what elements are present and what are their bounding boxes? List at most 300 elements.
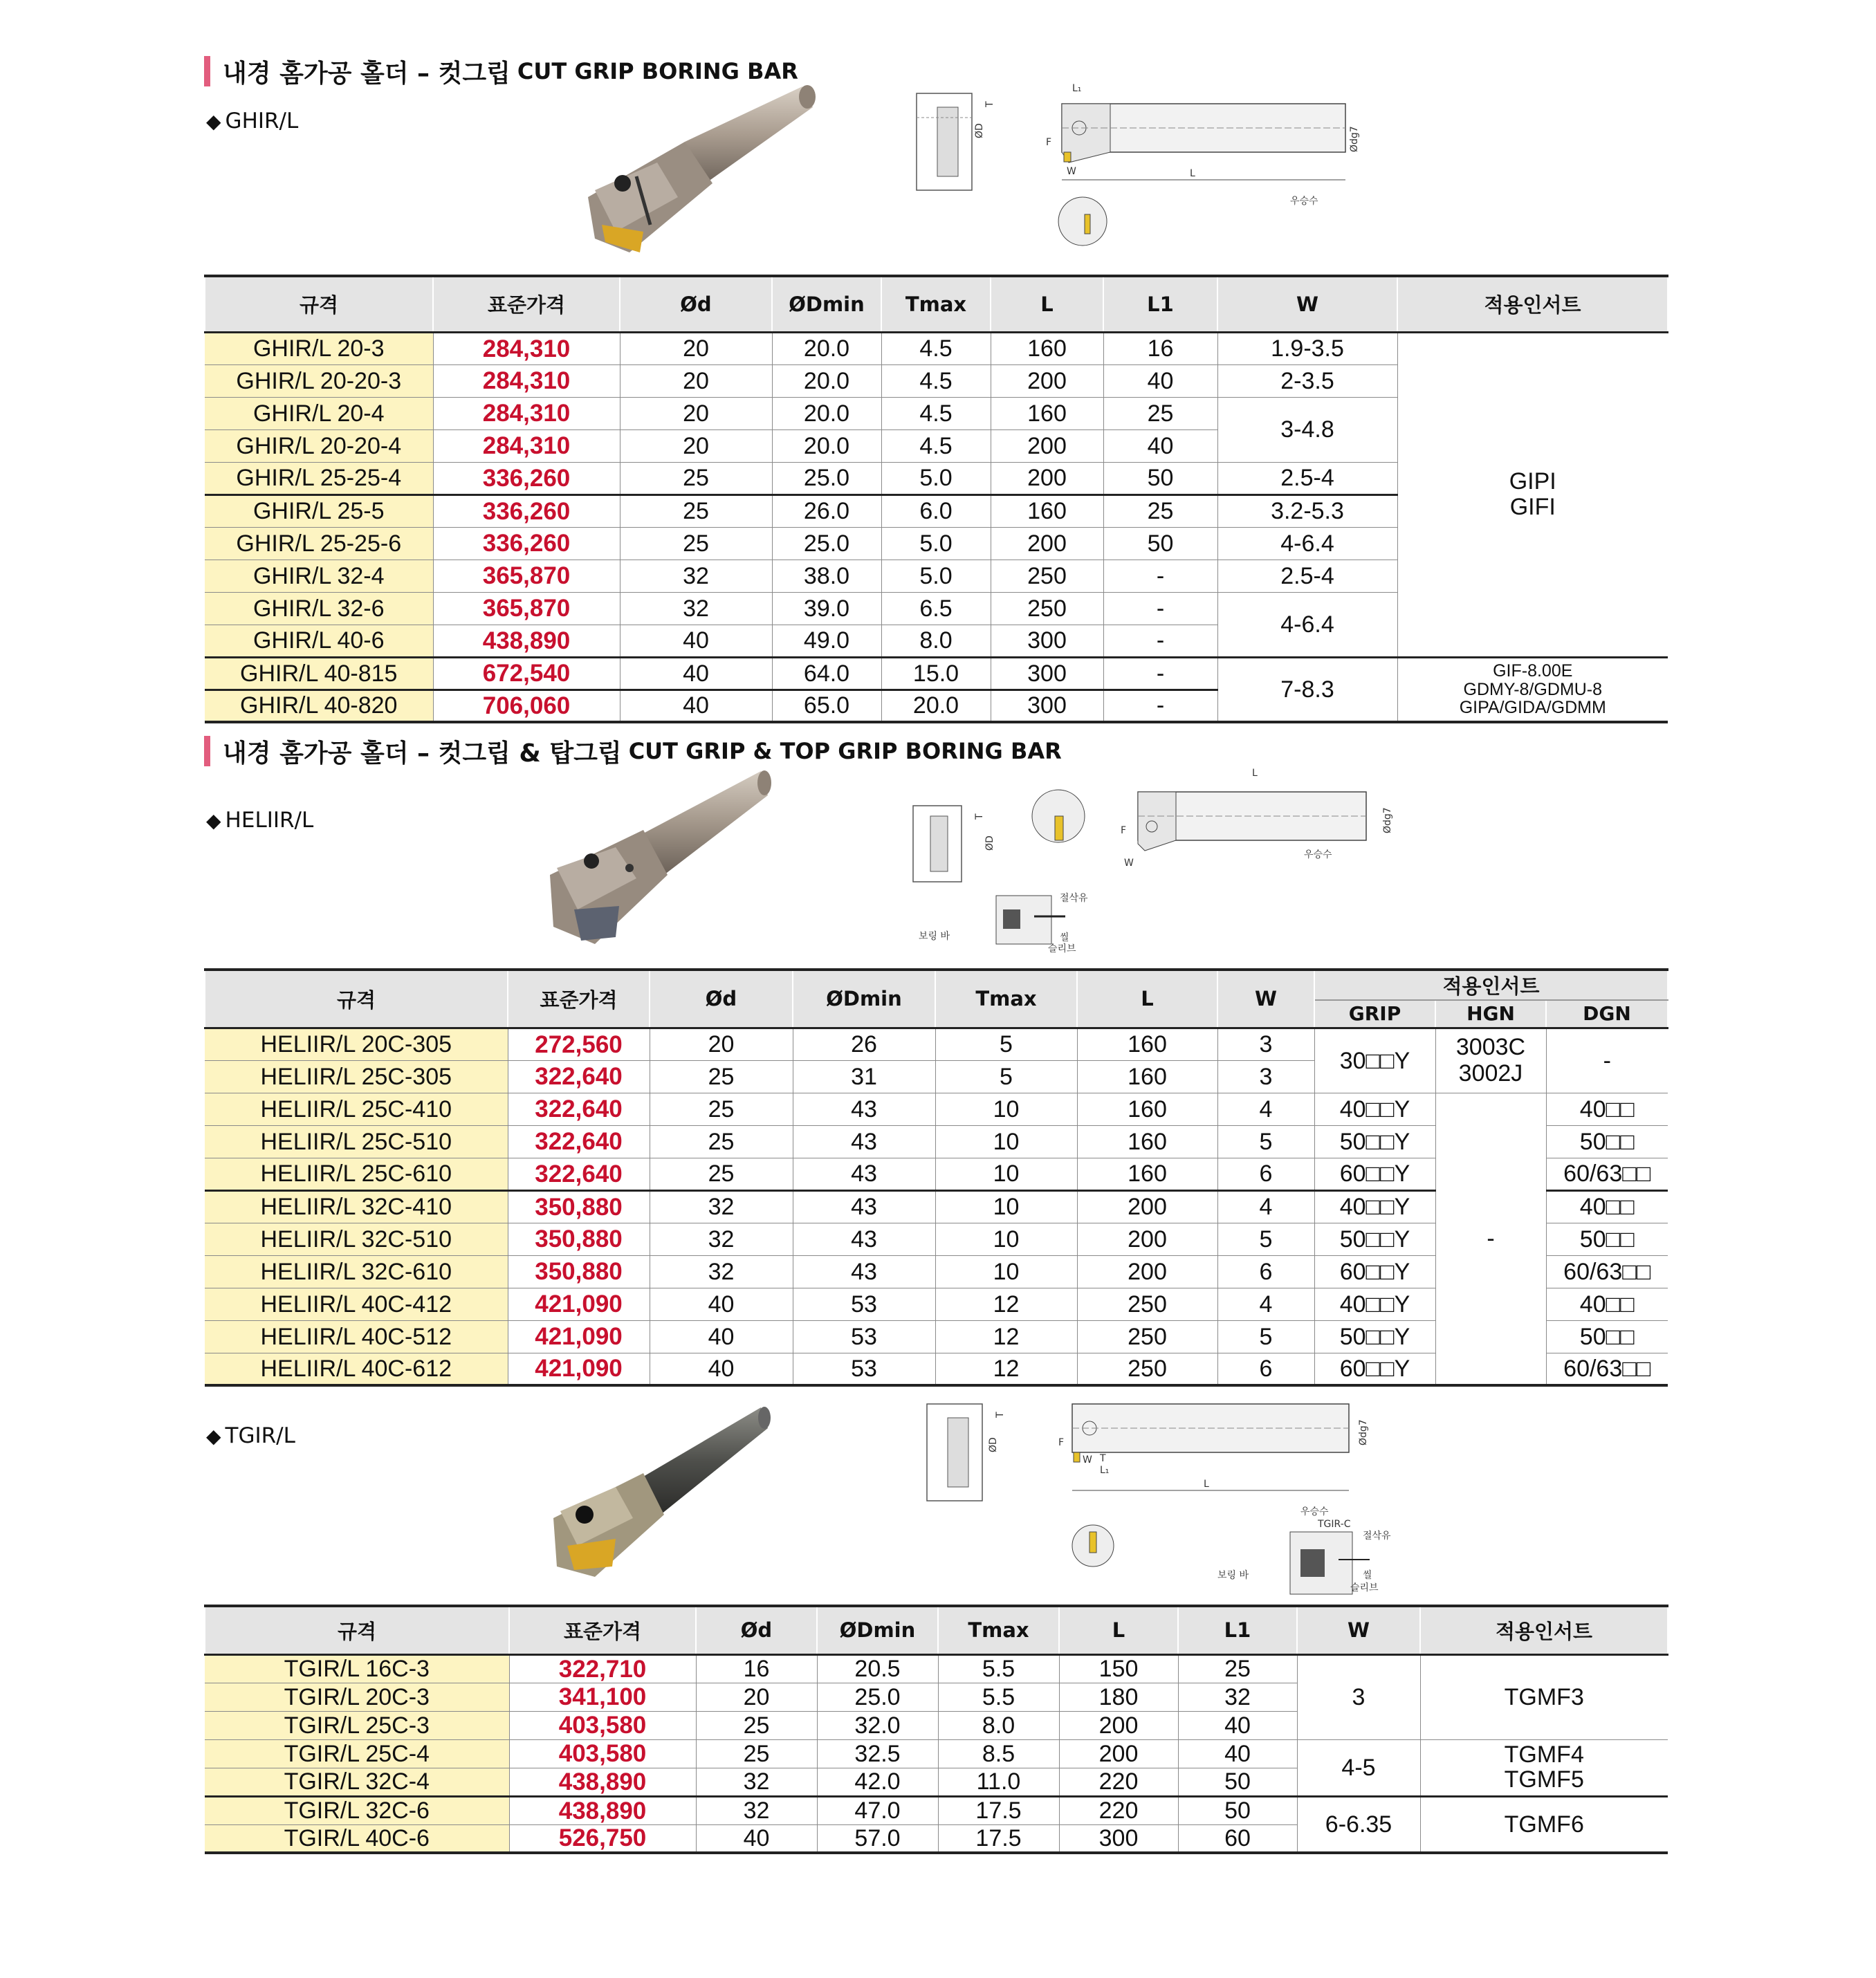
dim-t-label: T xyxy=(984,101,995,107)
spec-code: HELIIR/L 25C-610 xyxy=(205,1158,508,1190)
header-hgn: HGN xyxy=(1435,1000,1546,1028)
cell-l1: - xyxy=(1103,690,1217,722)
cell-dmin: 25.0 xyxy=(772,462,881,494)
cell-l1: 60 xyxy=(1178,1824,1297,1853)
coolant-label: 절삭유 xyxy=(1363,1531,1391,1542)
price: 284,310 xyxy=(433,332,620,364)
cell-d: 20 xyxy=(620,364,772,397)
cell-w: 1.9-3.5 xyxy=(1217,332,1397,364)
price: 284,310 xyxy=(433,364,620,397)
dim-t-label: T xyxy=(1100,1453,1106,1464)
price: 421,090 xyxy=(508,1353,650,1385)
cell-dgn: 60/63□□ xyxy=(1546,1255,1668,1288)
price: 421,090 xyxy=(508,1320,650,1353)
header-insert: 적용인서트 xyxy=(1397,276,1668,332)
cell-tmax: 5.0 xyxy=(881,527,991,560)
spec-code: HELIIR/L 32C-510 xyxy=(205,1223,508,1255)
cell-insert-group-a xyxy=(1397,332,1668,657)
sleeve-label: 슬리브 xyxy=(1048,943,1076,954)
cell-w: 6 xyxy=(1217,1158,1314,1190)
heliir-dimension-drawing xyxy=(899,761,1397,961)
header-insert: 적용인서트 xyxy=(1314,970,1668,1000)
diamond-bullet-icon: ◆ xyxy=(206,809,221,832)
spec-code: HELIIR/L 40C-612 xyxy=(205,1353,508,1385)
cell-dgn: 40□□ xyxy=(1546,1093,1668,1125)
insert-name: GIFI xyxy=(1509,494,1556,520)
cell-l: 220 xyxy=(1059,1768,1178,1796)
cell-d: 25 xyxy=(650,1060,793,1093)
ghir-spec-table xyxy=(204,275,1668,723)
cell-d: 32 xyxy=(650,1255,793,1288)
cell-tmax: 10 xyxy=(935,1190,1077,1223)
header-l: L xyxy=(991,276,1103,332)
cell-l: 160 xyxy=(1077,1158,1217,1190)
table-row xyxy=(205,1654,1668,1683)
spec-code: GHIR/L 25-25-4 xyxy=(205,462,433,494)
spec-code: TGIR/L 32C-4 xyxy=(205,1768,509,1796)
ghir-product-photo xyxy=(574,80,830,270)
cell-w: 4 xyxy=(1217,1093,1314,1125)
cell-d: 32 xyxy=(650,1223,793,1255)
header-tmax: Tmax xyxy=(935,970,1077,1028)
cell-grip: 40□□Y xyxy=(1314,1190,1435,1223)
spec-code: HELIIR/L 20C-305 xyxy=(205,1028,508,1060)
table-row xyxy=(205,1093,1668,1125)
spec-code: GHIR/L 32-6 xyxy=(205,592,433,625)
cell-d: 32 xyxy=(650,1190,793,1223)
cell-dmin: 32.5 xyxy=(817,1739,938,1768)
cell-w: 5 xyxy=(1217,1125,1314,1158)
tgir-product-photo xyxy=(546,1401,775,1591)
price: 284,310 xyxy=(433,397,620,429)
header-price: 표준가격 xyxy=(433,276,620,332)
cell-tmax: 4.5 xyxy=(881,429,991,462)
header-w: W xyxy=(1217,276,1397,332)
title-accent-bar xyxy=(204,56,210,86)
price: 336,260 xyxy=(433,527,620,560)
spec-code: HELIIR/L 25C-305 xyxy=(205,1060,508,1093)
cell-dgn: - xyxy=(1546,1028,1668,1093)
cell-dmin: 43 xyxy=(793,1125,935,1158)
header-dmin: ØDmin xyxy=(772,276,881,332)
price: 350,880 xyxy=(508,1255,650,1288)
price: 438,890 xyxy=(509,1796,696,1824)
cell-d: 32 xyxy=(696,1796,817,1824)
dim-dg7-label: Ødg7 xyxy=(1358,1419,1369,1445)
cell-l: 300 xyxy=(991,690,1103,722)
spec-code: TGIR/L 16C-3 xyxy=(205,1654,509,1683)
cell-d: 40 xyxy=(650,1288,793,1320)
spec-code: GHIR/L 20-4 xyxy=(205,397,433,429)
cell-d: 32 xyxy=(696,1768,817,1796)
cell-dmin: 49.0 xyxy=(772,625,881,657)
cell-d: 25 xyxy=(650,1093,793,1125)
insert-name: GDMY-8/GDMU-8 xyxy=(1463,679,1602,699)
cell-dmin: 64.0 xyxy=(772,657,881,690)
cell-l: 200 xyxy=(991,429,1103,462)
table-row xyxy=(205,1739,1668,1768)
spec-code: GHIR/L 20-20-3 xyxy=(205,364,433,397)
header-l: L xyxy=(1059,1606,1178,1654)
spec-code: TGIR/L 25C-3 xyxy=(205,1711,509,1739)
price: 403,580 xyxy=(509,1739,696,1768)
cell-l1: - xyxy=(1103,625,1217,657)
title-accent-bar xyxy=(204,736,210,766)
cell-l1: 50 xyxy=(1178,1768,1297,1796)
cell-d: 20 xyxy=(650,1028,793,1060)
cell-d: 40 xyxy=(620,690,772,722)
header-price: 표준가격 xyxy=(509,1606,696,1654)
cell-l: 250 xyxy=(1077,1320,1217,1353)
heliir-spec-table xyxy=(204,968,1668,1387)
dim-l1-label: L₁ xyxy=(1100,1465,1110,1476)
spec-code: HELIIR/L 25C-510 xyxy=(205,1125,508,1158)
cell-tmax: 6.0 xyxy=(881,494,991,527)
spec-code: HELIIR/L 32C-610 xyxy=(205,1255,508,1288)
cell-l1: 50 xyxy=(1103,462,1217,494)
cell-l: 160 xyxy=(1077,1060,1217,1093)
cell-dmin: 25.0 xyxy=(772,527,881,560)
price: 272,560 xyxy=(508,1028,650,1060)
cell-dgn: 50□□ xyxy=(1546,1125,1668,1158)
cell-d: 40 xyxy=(620,657,772,690)
dim-d-label: ØD xyxy=(974,123,985,138)
tgir-c-label: TGIR-C xyxy=(1318,1519,1351,1530)
cell-hgn: - xyxy=(1435,1093,1546,1385)
cell-tmax: 5.0 xyxy=(881,462,991,494)
spec-code: TGIR/L 25C-4 xyxy=(205,1739,509,1768)
cell-tmax: 12 xyxy=(935,1288,1077,1320)
header-insert: 적용인서트 xyxy=(1420,1606,1668,1654)
cell-dmin: 39.0 xyxy=(772,592,881,625)
table-row xyxy=(205,1796,1668,1824)
hgn-value: 3003C xyxy=(1455,1034,1526,1061)
price: 365,870 xyxy=(433,560,620,592)
cell-tmax: 5 xyxy=(935,1060,1077,1093)
cell-d: 16 xyxy=(696,1654,817,1683)
cell-l: 200 xyxy=(1077,1255,1217,1288)
cell-l1: 40 xyxy=(1178,1711,1297,1739)
dim-l1-label: L₁ xyxy=(1072,83,1082,94)
cell-insert: TGMF3 xyxy=(1420,1654,1668,1739)
cell-grip: 60□□Y xyxy=(1314,1255,1435,1288)
cell-insert: TGMF6 xyxy=(1420,1796,1668,1853)
cell-tmax: 15.0 xyxy=(881,657,991,690)
cell-tmax: 4.5 xyxy=(881,364,991,397)
header-tmax: Tmax xyxy=(881,276,991,332)
cell-dmin: 26 xyxy=(793,1028,935,1060)
cell-l: 300 xyxy=(1059,1824,1178,1853)
price: 350,880 xyxy=(508,1190,650,1223)
insert-name: GIPA/GIDA/GDMM xyxy=(1459,697,1606,717)
price: 672,540 xyxy=(433,657,620,690)
cell-l1: 50 xyxy=(1178,1796,1297,1824)
cell-dmin: 65.0 xyxy=(772,690,881,722)
diamond-bullet-icon: ◆ xyxy=(206,110,221,133)
price: 403,580 xyxy=(509,1711,696,1739)
cell-tmax: 5.5 xyxy=(938,1654,1059,1683)
cell-grip: 60□□Y xyxy=(1314,1353,1435,1385)
cell-tmax: 8.0 xyxy=(938,1711,1059,1739)
cell-dmin: 42.0 xyxy=(817,1768,938,1796)
header-spec: 규격 xyxy=(205,276,433,332)
seal-label: 씰 xyxy=(1060,932,1069,943)
cell-d: 25 xyxy=(620,494,772,527)
heliir-product-photo xyxy=(540,764,775,961)
dim-d-label: ØD xyxy=(984,835,995,851)
spec-code: TGIR/L 40C-6 xyxy=(205,1824,509,1853)
cell-d: 32 xyxy=(620,560,772,592)
cell-dmin: 31 xyxy=(793,1060,935,1093)
cell-dgn: 40□□ xyxy=(1546,1288,1668,1320)
cell-l1: 32 xyxy=(1178,1683,1297,1711)
header-d: Ød xyxy=(696,1606,817,1654)
cell-dmin: 32.0 xyxy=(817,1711,938,1739)
model-name: HELIIR/L xyxy=(225,808,314,833)
header-w: W xyxy=(1217,970,1314,1028)
price: 706,060 xyxy=(433,690,620,722)
cell-tmax: 10 xyxy=(935,1158,1077,1190)
cell-l: 200 xyxy=(1059,1711,1178,1739)
dim-dg7-label: Ødg7 xyxy=(1382,807,1393,833)
price: 322,710 xyxy=(509,1654,696,1683)
cell-l1: - xyxy=(1103,560,1217,592)
cell-l: 200 xyxy=(1077,1190,1217,1223)
cell-w: 6 xyxy=(1217,1353,1314,1385)
price: 438,890 xyxy=(433,625,620,657)
cell-l: 250 xyxy=(1077,1288,1217,1320)
cell-tmax: 8.0 xyxy=(881,625,991,657)
table-row xyxy=(205,332,1668,364)
cell-l: 160 xyxy=(1077,1093,1217,1125)
cell-l1: 25 xyxy=(1103,494,1217,527)
spec-code: GHIR/L 20-20-4 xyxy=(205,429,433,462)
cell-d: 25 xyxy=(696,1711,817,1739)
cell-l: 300 xyxy=(991,657,1103,690)
cell-w: 4 xyxy=(1217,1190,1314,1223)
header-price: 표준가격 xyxy=(508,970,650,1028)
cell-tmax: 4.5 xyxy=(881,332,991,364)
dim-w-label: W xyxy=(1083,1454,1092,1466)
cell-dmin: 20.0 xyxy=(772,364,881,397)
dim-l-label: L xyxy=(1204,1479,1209,1490)
header-l: L xyxy=(1077,970,1217,1028)
cell-dmin: 38.0 xyxy=(772,560,881,592)
cell-w: 3 xyxy=(1217,1028,1314,1060)
price: 322,640 xyxy=(508,1158,650,1190)
cell-w: 2.5-4 xyxy=(1217,560,1397,592)
header-dgn: DGN xyxy=(1546,1000,1668,1028)
cell-l: 180 xyxy=(1059,1683,1178,1711)
insert-name: GIF-8.00E xyxy=(1493,661,1573,681)
cell-dmin: 20.0 xyxy=(772,332,881,364)
cell-dmin: 43 xyxy=(793,1093,935,1125)
cell-dmin: 53 xyxy=(793,1288,935,1320)
spec-code: GHIR/L 32-4 xyxy=(205,560,433,592)
dim-f-label: F xyxy=(1046,137,1052,148)
model-name: TGIR/L xyxy=(225,1423,295,1448)
cell-d: 20 xyxy=(620,332,772,364)
model-label-tgir xyxy=(206,1423,295,1448)
table-row xyxy=(205,1028,1668,1060)
cell-w: 6-6.35 xyxy=(1297,1796,1420,1853)
cell-w: 3-4.8 xyxy=(1217,397,1397,462)
dim-l-label: L xyxy=(1190,168,1195,179)
section-title-en: CUT GRIP & TOP GRIP BORING BAR xyxy=(628,738,1062,764)
cell-d: 32 xyxy=(620,592,772,625)
dim-f-label: F xyxy=(1121,825,1127,836)
price: 421,090 xyxy=(508,1288,650,1320)
cell-tmax: 10 xyxy=(935,1223,1077,1255)
spec-code: HELIIR/L 40C-512 xyxy=(205,1320,508,1353)
cell-l: 160 xyxy=(991,397,1103,429)
cell-l: 160 xyxy=(1077,1028,1217,1060)
price: 336,260 xyxy=(433,494,620,527)
price: 284,310 xyxy=(433,429,620,462)
cell-d: 25 xyxy=(650,1158,793,1190)
cell-tmax: 17.5 xyxy=(938,1824,1059,1853)
cell-w: 4 xyxy=(1217,1288,1314,1320)
cell-l: 220 xyxy=(1059,1796,1178,1824)
cell-insert-group-b xyxy=(1397,657,1668,722)
cell-w: 3 xyxy=(1297,1654,1420,1739)
cell-dgn: 60/63□□ xyxy=(1546,1158,1668,1190)
spec-code: HELIIR/L 25C-410 xyxy=(205,1093,508,1125)
cell-dgn: 40□□ xyxy=(1546,1190,1668,1223)
dim-t-label: T xyxy=(995,1412,1006,1418)
header-l1: L1 xyxy=(1178,1606,1297,1654)
spec-code: GHIR/L 40-820 xyxy=(205,690,433,722)
cell-w: 6 xyxy=(1217,1255,1314,1288)
price: 322,640 xyxy=(508,1060,650,1093)
cell-grip: 60□□Y xyxy=(1314,1158,1435,1190)
cell-grip: 50□□Y xyxy=(1314,1125,1435,1158)
dim-l-label: L xyxy=(1252,768,1258,779)
cell-tmax: 4.5 xyxy=(881,397,991,429)
cell-w: 7-8.3 xyxy=(1217,657,1397,722)
cell-l: 250 xyxy=(991,592,1103,625)
cell-tmax: 5 xyxy=(935,1028,1077,1060)
coolant-label: 절삭유 xyxy=(1060,893,1088,904)
cell-l1: 25 xyxy=(1178,1654,1297,1683)
cell-tmax: 20.0 xyxy=(881,690,991,722)
cell-w: 3 xyxy=(1217,1060,1314,1093)
dim-w-label: W xyxy=(1124,858,1134,869)
cell-dmin: 57.0 xyxy=(817,1824,938,1853)
spec-code: GHIR/L 40-815 xyxy=(205,657,433,690)
cell-d: 25 xyxy=(650,1125,793,1158)
cell-w: 2.5-4 xyxy=(1217,462,1397,494)
cell-d: 25 xyxy=(620,527,772,560)
cell-l1: 25 xyxy=(1103,397,1217,429)
model-name: GHIR/L xyxy=(225,109,299,133)
cell-l: 150 xyxy=(1059,1654,1178,1683)
cell-dgn: 50□□ xyxy=(1546,1320,1668,1353)
right-hand-label: 우승수 xyxy=(1304,849,1332,860)
cell-l1: 40 xyxy=(1103,429,1217,462)
cell-tmax: 11.0 xyxy=(938,1768,1059,1796)
cell-w: 5 xyxy=(1217,1320,1314,1353)
price: 322,640 xyxy=(508,1093,650,1125)
cell-dgn: 50□□ xyxy=(1546,1223,1668,1255)
cell-l: 250 xyxy=(1077,1353,1217,1385)
cell-d: 20 xyxy=(620,397,772,429)
dim-t-label: T xyxy=(974,813,985,820)
cell-grip: 50□□Y xyxy=(1314,1223,1435,1255)
cell-dmin: 20.0 xyxy=(772,397,881,429)
header-w: W xyxy=(1297,1606,1420,1654)
cell-dmin: 25.0 xyxy=(817,1683,938,1711)
model-label-heliir xyxy=(206,808,313,833)
cell-dmin: 20.0 xyxy=(772,429,881,462)
cell-tmax: 5.5 xyxy=(938,1683,1059,1711)
cell-d: 40 xyxy=(650,1353,793,1385)
tgir-spec-table xyxy=(204,1605,1668,1854)
cell-grip: 30□□Y xyxy=(1314,1028,1435,1093)
cell-tmax: 10 xyxy=(935,1125,1077,1158)
cell-grip: 50□□Y xyxy=(1314,1320,1435,1353)
header-spec: 규격 xyxy=(205,970,508,1028)
cell-tmax: 10 xyxy=(935,1093,1077,1125)
header-grip: GRIP xyxy=(1314,1000,1435,1028)
spec-code: GHIR/L 40-6 xyxy=(205,625,433,657)
cell-tmax: 12 xyxy=(935,1353,1077,1385)
table-row xyxy=(205,657,1668,690)
seal-label: 씰 xyxy=(1363,1570,1372,1581)
insert-name: TGMF4 xyxy=(1504,1741,1584,1768)
price: 350,880 xyxy=(508,1223,650,1255)
dim-d-label: ØD xyxy=(988,1437,999,1452)
cell-tmax: 17.5 xyxy=(938,1796,1059,1824)
spec-code: HELIIR/L 32C-410 xyxy=(205,1190,508,1223)
dim-dg7-label: Ødg7 xyxy=(1349,126,1360,152)
cell-l: 200 xyxy=(991,364,1103,397)
boring-bar-label: 보링 바 xyxy=(919,931,950,942)
spec-code: TGIR/L 20C-3 xyxy=(205,1683,509,1711)
cell-dmin: 43 xyxy=(793,1255,935,1288)
insert-name: GIPI xyxy=(1509,468,1556,494)
cell-l1: 40 xyxy=(1178,1739,1297,1768)
price: 341,100 xyxy=(509,1683,696,1711)
cell-w: 2-3.5 xyxy=(1217,364,1397,397)
section-title-ko: 내경 홈가공 홀더 – 컷그립 xyxy=(223,59,511,88)
cell-l1: - xyxy=(1103,592,1217,625)
ghir-dimension-drawing xyxy=(913,76,1363,263)
cell-d: 40 xyxy=(650,1320,793,1353)
sleeve-label: 슬리브 xyxy=(1350,1582,1379,1593)
header-tmax: Tmax xyxy=(938,1606,1059,1654)
cell-insert xyxy=(1420,1739,1668,1796)
spec-code: GHIR/L 20-3 xyxy=(205,332,433,364)
cell-w: 5 xyxy=(1217,1223,1314,1255)
section-title-ko: 내경 홈가공 홀더 – 컷그립 & 탑그립 xyxy=(223,739,622,768)
header-dmin: ØDmin xyxy=(793,970,935,1028)
dim-w-label: W xyxy=(1067,166,1076,177)
cell-d: 20 xyxy=(696,1683,817,1711)
cell-dmin: 43 xyxy=(793,1223,935,1255)
price: 526,750 xyxy=(509,1824,696,1853)
cell-w: 4-6.4 xyxy=(1217,592,1397,657)
cell-grip: 40□□Y xyxy=(1314,1093,1435,1125)
cell-grip: 40□□Y xyxy=(1314,1288,1435,1320)
cell-d: 25 xyxy=(620,462,772,494)
header-d: Ød xyxy=(620,276,772,332)
cell-l: 160 xyxy=(991,494,1103,527)
spec-code: HELIIR/L 40C-412 xyxy=(205,1288,508,1320)
header-l1: L1 xyxy=(1103,276,1217,332)
cell-w: 3.2-5.3 xyxy=(1217,494,1397,527)
dim-f-label: F xyxy=(1058,1437,1065,1448)
